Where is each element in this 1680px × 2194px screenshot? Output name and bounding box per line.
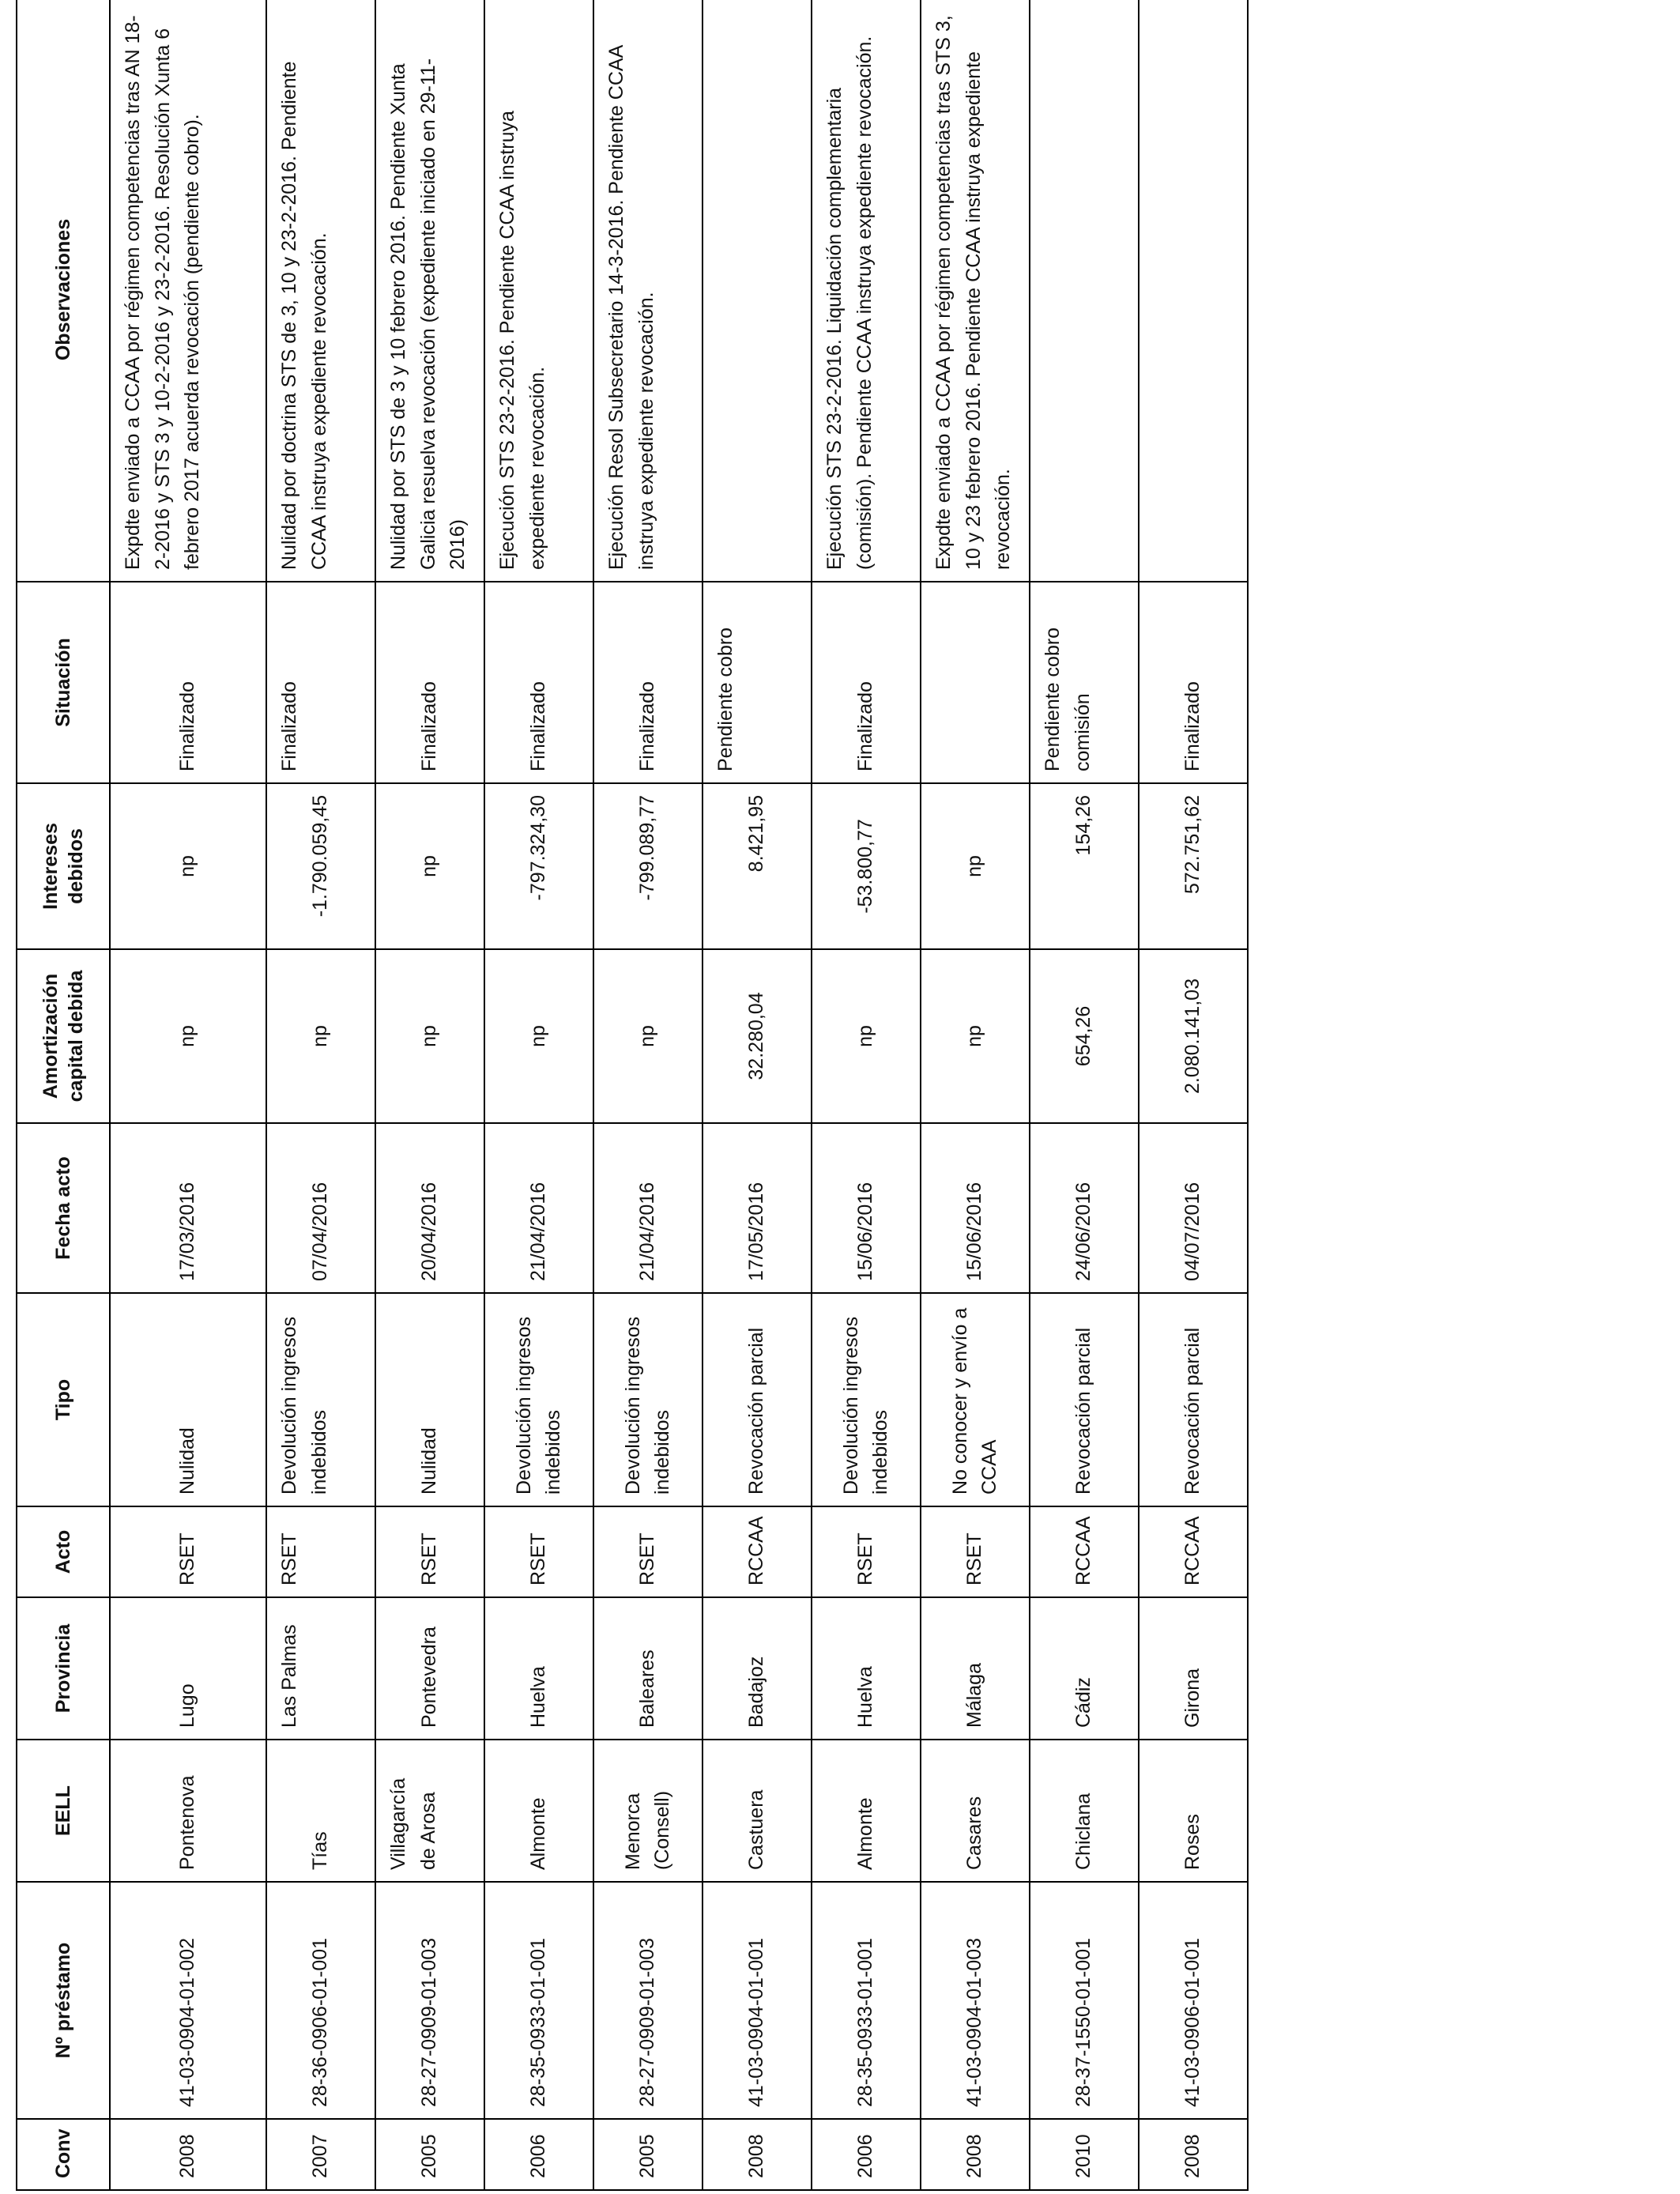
loans-table: [16, 0, 1249, 2191]
cell-provincia: Girona: [1139, 1597, 1248, 1740]
table-row: [812, 0, 921, 2190]
header-eell: EELL: [17, 1740, 110, 1882]
cell-conv: 2006: [812, 2119, 921, 2190]
table-header-row: [17, 0, 110, 2190]
cell-fecha: 04/07/2016: [1139, 1123, 1248, 1293]
cell-conv: 2008: [703, 2119, 812, 2190]
cell-observaciones: Nulidad por STS de 3 y 10 febrero 2016. Pendiente Xunta Galicia resuelva revocación (expediente iniciado en 29-11-2016): [375, 0, 484, 582]
cell-provincia: Lugo: [110, 1597, 266, 1740]
cell-prestamo: 28-35-0933-01-001: [484, 1882, 593, 2119]
cell-intereses: 572.751,62: [1139, 783, 1248, 949]
cell-intereses: -53.800,77: [812, 783, 921, 949]
cell-intereses: 154,26: [1030, 783, 1139, 949]
cell-provincia: Cádiz: [1030, 1597, 1139, 1740]
cell-situacion: Finalizado: [812, 582, 921, 783]
header-provincia: Provincia: [17, 1597, 110, 1740]
cell-acto: RSET: [484, 1506, 593, 1597]
table-row: [110, 0, 266, 2190]
cell-tipo: Devolución ingresos indebidos: [812, 1293, 921, 1506]
cell-conv: 2010: [1030, 2119, 1139, 2190]
cell-amortizacion: np: [266, 949, 375, 1123]
cell-provincia: Baleares: [593, 1597, 703, 1740]
cell-observaciones: [1139, 0, 1248, 582]
cell-amortizacion: np: [484, 949, 593, 1123]
cell-provincia: Huelva: [484, 1597, 593, 1740]
header-amortizacion: Amortización capital debida: [17, 949, 110, 1123]
cell-prestamo: 28-37-1550-01-001: [1030, 1882, 1139, 2119]
cell-prestamo: 28-36-0906-01-001: [266, 1882, 375, 2119]
table-row: [593, 0, 703, 2190]
cell-fecha: 24/06/2016: [1030, 1123, 1139, 1293]
header-fecha: Fecha acto: [17, 1123, 110, 1293]
cell-conv: 2008: [110, 2119, 266, 2190]
cell-eell: Tías: [266, 1740, 375, 1882]
cell-conv: 2008: [1139, 2119, 1248, 2190]
cell-intereses: np: [921, 783, 1030, 949]
cell-amortizacion: 32.280,04: [703, 949, 812, 1123]
cell-situacion: Finalizado: [110, 582, 266, 783]
cell-tipo: Revocación parcial: [1030, 1293, 1139, 1506]
cell-acto: RSET: [110, 1506, 266, 1597]
header-tipo: Tipo: [17, 1293, 110, 1506]
cell-amortizacion: np: [110, 949, 266, 1123]
table-row: [484, 0, 593, 2190]
cell-eell: Almonte: [484, 1740, 593, 1882]
header-acto: Acto: [17, 1506, 110, 1597]
cell-acto: RCCAA: [1030, 1506, 1139, 1597]
cell-prestamo: 28-27-0909-01-003: [593, 1882, 703, 2119]
header-conv: Conv: [17, 2119, 110, 2190]
cell-intereses: -799.089,77: [593, 783, 703, 949]
cell-observaciones: Expdte enviado a CCAA por régimen competencias tras STS 3, 10 y 23 febrero 2016. Pendiente CCAA instruya expediente revocación.: [921, 0, 1030, 582]
cell-provincia: Badajoz: [703, 1597, 812, 1740]
cell-acto: RSET: [266, 1506, 375, 1597]
cell-situacion: Finalizado: [593, 582, 703, 783]
cell-acto: RSET: [921, 1506, 1030, 1597]
cell-prestamo: 41-03-0904-01-001: [703, 1882, 812, 2119]
cell-observaciones: Ejecución STS 23-2-2016. Liquidación complementaria (comisión). Pendiente CCAA instruya expediente revocación.: [812, 0, 921, 582]
cell-situacion: Pendiente cobro comisión: [1030, 582, 1139, 783]
cell-prestamo: 41-03-0906-01-001: [1139, 1882, 1248, 2119]
cell-intereses: -797.324,30: [484, 783, 593, 949]
table-row: [703, 0, 812, 2190]
cell-amortizacion: np: [375, 949, 484, 1123]
cell-conv: 2006: [484, 2119, 593, 2190]
cell-fecha: 15/06/2016: [812, 1123, 921, 1293]
cell-observaciones: Nulidad por doctrina STS de 3, 10 y 23-2-2016. Pendiente CCAA instruya expediente revocación.: [266, 0, 375, 582]
cell-tipo: Nulidad: [110, 1293, 266, 1506]
cell-tipo: Devolución ingresos indebidos: [266, 1293, 375, 1506]
cell-intereses: np: [375, 783, 484, 949]
cell-amortizacion: 2.080.141,03: [1139, 949, 1248, 1123]
cell-amortizacion: np: [812, 949, 921, 1123]
cell-intereses: 8.421,95: [703, 783, 812, 949]
cell-situacion: Finalizado: [484, 582, 593, 783]
cell-provincia: Huelva: [812, 1597, 921, 1740]
cell-fecha: 07/04/2016: [266, 1123, 375, 1293]
cell-fecha: 15/06/2016: [921, 1123, 1030, 1293]
cell-prestamo: 41-03-0904-01-003: [921, 1882, 1030, 2119]
cell-eell: Almonte: [812, 1740, 921, 1882]
cell-tipo: Devolución ingresos indebidos: [484, 1293, 593, 1506]
cell-fecha: 17/05/2016: [703, 1123, 812, 1293]
cell-conv: 2008: [921, 2119, 1030, 2190]
cell-eell: Villagarcía de Arosa: [375, 1740, 484, 1882]
cell-acto: RSET: [593, 1506, 703, 1597]
cell-observaciones: Ejecución STS 23-2-2016. Pendiente CCAA instruya expediente revocación.: [484, 0, 593, 582]
cell-eell: Chiclana: [1030, 1740, 1139, 1882]
header-situacion: Situación: [17, 582, 110, 783]
cell-observaciones: [703, 0, 812, 582]
cell-tipo: Nulidad: [375, 1293, 484, 1506]
cell-provincia: Málaga: [921, 1597, 1030, 1740]
cell-situacion: [921, 582, 1030, 783]
cell-amortizacion: np: [921, 949, 1030, 1123]
table-row: [1030, 0, 1139, 2190]
cell-eell: Menorca (Consell): [593, 1740, 703, 1882]
cell-conv: 2007: [266, 2119, 375, 2190]
cell-observaciones: Ejecución Resol Subsecretario 14-3-2016. Pendiente CCAA instruya expediente revocación.: [593, 0, 703, 582]
cell-amortizacion: np: [593, 949, 703, 1123]
cell-prestamo: 41-03-0904-01-002: [110, 1882, 266, 2119]
cell-prestamo: 28-27-0909-01-003: [375, 1882, 484, 2119]
header-intereses: Intereses debidos: [17, 783, 110, 949]
cell-conv: 2005: [375, 2119, 484, 2190]
cell-tipo: Revocación parcial: [1139, 1293, 1248, 1506]
cell-observaciones: [1030, 0, 1139, 582]
cell-eell: Castuera: [703, 1740, 812, 1882]
cell-eell: Roses: [1139, 1740, 1248, 1882]
cell-provincia: Las Palmas: [266, 1597, 375, 1740]
table-row: [266, 0, 375, 2190]
cell-acto: RCCAA: [1139, 1506, 1248, 1597]
cell-observaciones: Expdte enviado a CCAA por régimen competencias tras AN 18-2-2016 y STS 3 y 10-2-2016 y 23-2-2016. Resolución Xunta 6 febrero 2017 acuerda revocación (pendiente cobro).: [110, 0, 266, 582]
table-row: [1139, 0, 1248, 2190]
cell-acto: RCCAA: [703, 1506, 812, 1597]
table-row: [375, 0, 484, 2190]
cell-situacion: Finalizado: [375, 582, 484, 783]
cell-fecha: 21/04/2016: [484, 1123, 593, 1293]
cell-eell: Pontenova: [110, 1740, 266, 1882]
cell-provincia: Pontevedra: [375, 1597, 484, 1740]
cell-tipo: Devolución ingresos indebidos: [593, 1293, 703, 1506]
cell-intereses: -1.790.059,45: [266, 783, 375, 949]
cell-intereses: np: [110, 783, 266, 949]
cell-conv: 2005: [593, 2119, 703, 2190]
cell-fecha: 20/04/2016: [375, 1123, 484, 1293]
cell-situacion: Finalizado: [266, 582, 375, 783]
cell-prestamo: 28-35-0933-01-001: [812, 1882, 921, 2119]
cell-tipo: No conocer y envío a CCAA: [921, 1293, 1030, 1506]
cell-tipo: Revocación parcial: [703, 1293, 812, 1506]
header-observaciones: Observaciones: [17, 0, 110, 582]
cell-acto: RSET: [812, 1506, 921, 1597]
cell-fecha: 21/04/2016: [593, 1123, 703, 1293]
cell-acto: RSET: [375, 1506, 484, 1597]
cell-fecha: 17/03/2016: [110, 1123, 266, 1293]
cell-situacion: Pendiente cobro: [703, 582, 812, 783]
cell-eell: Casares: [921, 1740, 1030, 1882]
table-row: [921, 0, 1030, 2190]
cell-situacion: Finalizado: [1139, 582, 1248, 783]
header-prestamo: Nº préstamo: [17, 1882, 110, 2119]
cell-amortizacion: 654,26: [1030, 949, 1139, 1123]
